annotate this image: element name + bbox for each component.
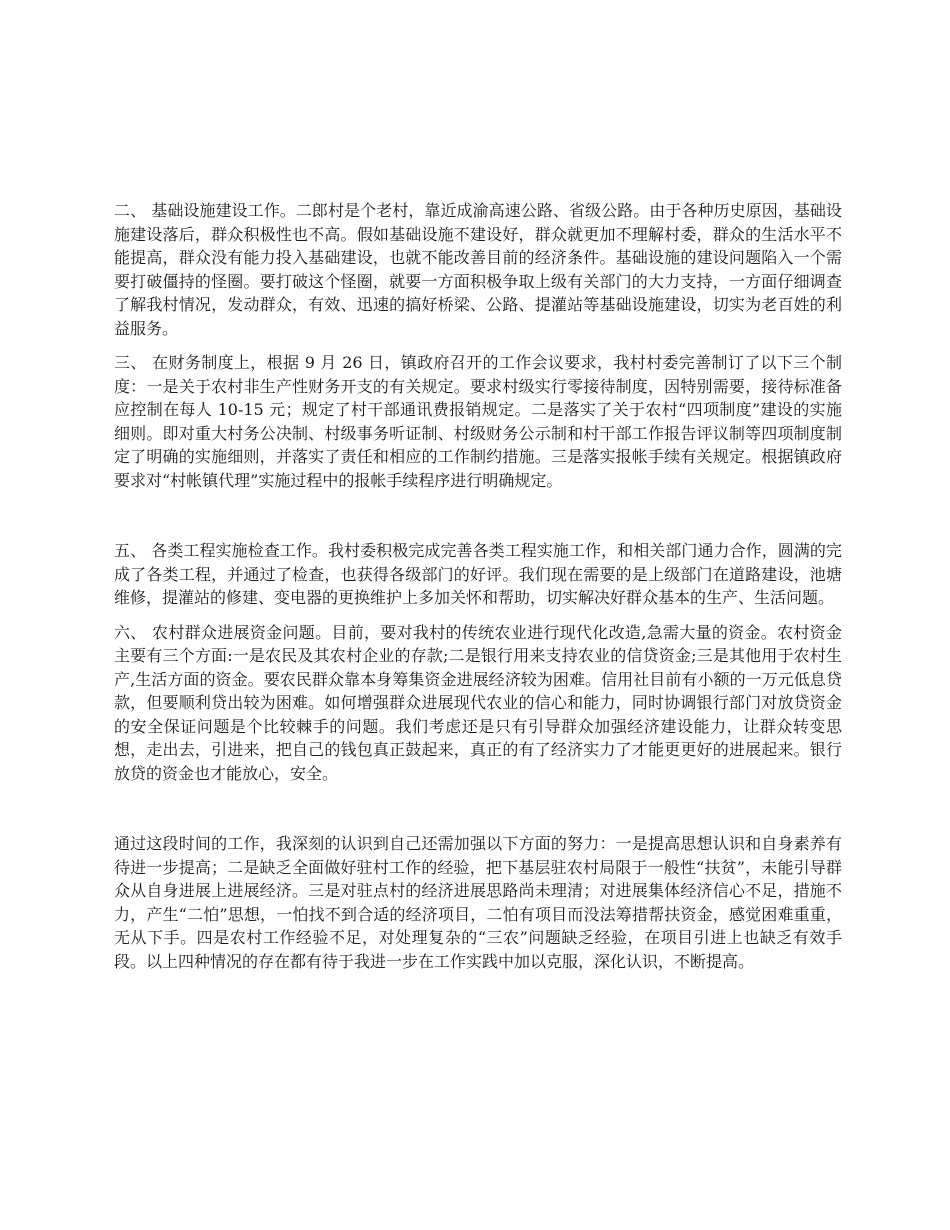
paragraph-finance-system: 三、 在财务制度上，根据 9 月 26 日，镇政府召开的工作会议要求，我村村委完善制订了以下三个制度：一是关于农村非生产性财务开支的有关规定。要求村级实行零接待制度，因特别需要，接待标准备应控制在每人 10-15 元；规定了村干部通讯费报销规定。二是落实了关于农村“四项制度”建设的实施细则。即对重大村务公决制、村级事务听证制、村级财务公示制和村干部工作报告评议制等四项制度制定了明确的实施细则，并落实了责任和相应的工作制约措施。三是落实报帐手续有关规定。根据镇政府要求对“村帐镇代理”实施过程中的报帐手续程序进行明确规定。 bbox=[114, 353, 842, 490]
paragraph-project-inspection: 五、 各类工程实施检查工作。我村委积极完成完善各类工程实施工作，和相关部门通力合作，圆满的完成了各类工程，并通过了检查，也获得各级部门的好评。我们现在需要的是上级部门在道路建设，池塘维修，提灌站的修建、变电器的更换维护上多加关怀和帮助，切实解决好群众基本的生产、生活问题。 bbox=[114, 541, 842, 607]
document-body bbox=[114, 199, 842, 973]
paragraph-funding-issue: 六、 农村群众进展资金问题。目前，要对我村的传统农业进行现代化改造,急需大量的资金。农村资金主要有三个方面:一是农民及其农村企业的存款;二是银行用来支持农业的信贷资金;三是其他用于农村生产,生活方面的资金。要农民群众靠本身筹集资金进展经济较为困难。信用社目前有小额的一万元低息贷款，但要顺利贷出较为困难。如何增强群众进展现代农业的信心和能力，同时协调银行部门对放贷资金的安全保证问题是个比较棘手的问题。我们考虑还是只有引导群众加强经济建设能力，让群众转变思想，走出去，引进来，把自己的钱包真正鼓起来，真正的有了经济实力了才能更更好的进展起来。银行放贷的资金也才能放心，安全。 bbox=[114, 622, 842, 783]
paragraph-self-reflection: 通过这段时间的工作，我深刻的认识到自己还需加强以下方面的努力：一是提高思想认识和自身素养有待进一步提高；二是缺乏全面做好驻村工作的经验，把下基层驻农村局限于一般性“扶贫”，未能引导群众从自身进展上进展经济。三是对驻点村的经济进展思路尚未理清；对进展集体经济信心不足，措施不力，产生“二怕”思想，一怕找不到合适的经济项目，二怕有项目而没法筹措帮扶资金，感觉困难重重，无从下手。四是农村工作经验不足，对处理复杂的“三农”问题缺乏经验，在项目引进上也缺乏有效手段。以上四种情况的存在都有待于我进一步在工作实践中加以克服，深化认识，不断提高。 bbox=[114, 834, 842, 971]
paragraph-infrastructure: 二、 基础设施建设工作。二郎村是个老村，靠近成渝高速公路、省级公路。由于各种历史原因，基础设施建设落后，群众积极性也不高。假如基础设施不建设好，群众就更加不理解村委，群众的生活水平不能提高，群众没有能力投入基础建设，也就不能改善目前的经济条件。基础设施的建设问题陷入一个需要打破僵持的怪圈。要打破这个怪圈，就要一方面积极争取上级有关部门的大力支持，一方面仔细调查了解我村情况，发动群众，有效、迅速的搞好桥梁、公路、提灌站等基础设施建设，切实为老百姓的利益服务。 bbox=[114, 201, 842, 338]
